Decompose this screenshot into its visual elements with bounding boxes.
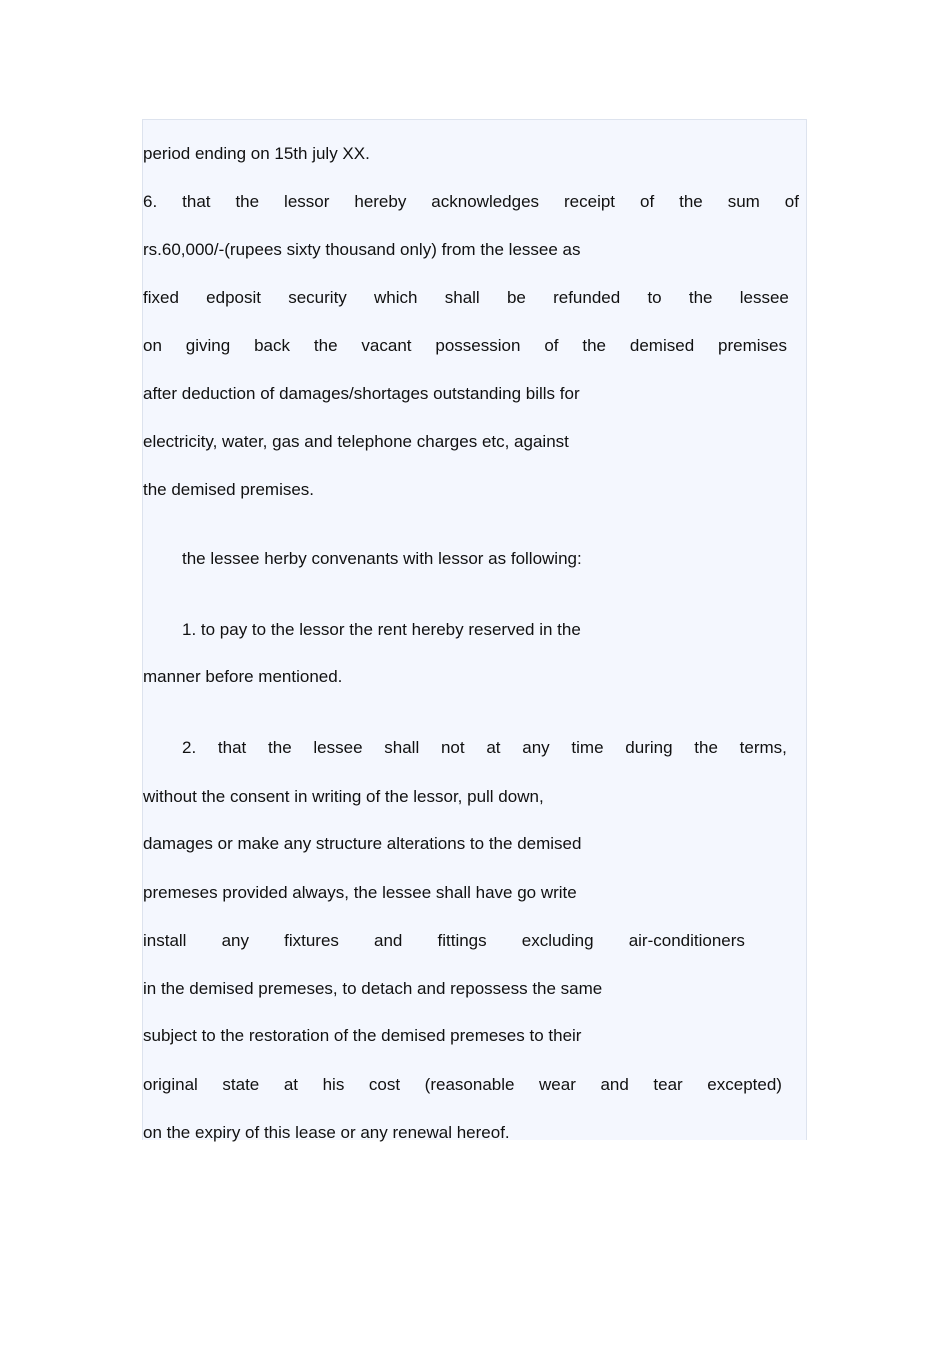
word: tear xyxy=(653,1075,683,1094)
text-line xyxy=(143,1075,782,1095)
text-line xyxy=(182,738,787,758)
word: that xyxy=(182,192,211,211)
word: during xyxy=(625,738,673,757)
word: lessor xyxy=(284,192,330,211)
word: excluding xyxy=(521,931,594,950)
word: his xyxy=(322,1075,345,1094)
word: lessee xyxy=(739,288,789,307)
word: 6. xyxy=(143,192,158,211)
text-line xyxy=(143,931,745,951)
text-line: 1. to pay to the lessor the rent hereby reserved in the xyxy=(182,620,581,639)
text-line xyxy=(143,336,787,356)
word: (reasonable xyxy=(424,1075,515,1094)
word: of xyxy=(784,192,799,211)
word: demised xyxy=(629,336,695,355)
word: sum xyxy=(727,192,760,211)
word: receipt xyxy=(564,192,616,211)
word: on xyxy=(143,336,162,355)
text-line xyxy=(143,288,789,308)
word: security xyxy=(288,288,347,307)
text-line: period ending on 15th july XX. xyxy=(143,144,370,163)
word: any xyxy=(221,931,249,950)
word: refunded xyxy=(553,288,621,307)
word: to xyxy=(647,288,662,307)
word: the xyxy=(582,336,607,355)
word: time xyxy=(571,738,604,757)
word: air-conditioners xyxy=(628,931,745,950)
text-line: the lessee herby convenants with lessor as following: xyxy=(182,549,582,568)
word: fixtures xyxy=(284,931,339,950)
word: the xyxy=(679,192,703,211)
text-line: without the consent in writing of the lessor, pull down, xyxy=(143,787,544,806)
text-line xyxy=(143,192,799,212)
word: not xyxy=(440,738,465,757)
word: shall xyxy=(444,288,480,307)
word: at xyxy=(486,738,501,757)
word: any xyxy=(522,738,550,757)
word: install xyxy=(143,931,187,950)
word: wear xyxy=(539,1075,576,1094)
text-line: in the demised premeses, to detach and repossess the same xyxy=(143,979,603,998)
word: lessee xyxy=(313,738,363,757)
text-line: damages or make any structure alterations to the demised xyxy=(143,834,582,853)
text-line: rs.60,000/-(rupees sixty thousand only) from the lessee as xyxy=(143,240,581,259)
word: the xyxy=(313,336,338,355)
word: state xyxy=(222,1075,260,1094)
word: shall xyxy=(384,738,420,757)
word: and xyxy=(374,931,403,950)
word: acknowledges xyxy=(431,192,540,211)
word: terms, xyxy=(739,738,787,757)
text-line: premeses provided always, the lessee shall have go write xyxy=(143,883,577,902)
word: giving xyxy=(185,336,231,355)
word: the xyxy=(268,738,292,757)
word: fixed xyxy=(143,288,179,307)
word: the xyxy=(235,192,260,211)
word: the xyxy=(694,738,718,757)
word: vacant xyxy=(361,336,412,355)
word: the xyxy=(688,288,713,307)
word: at xyxy=(283,1075,299,1094)
word: be xyxy=(506,288,526,307)
word: fittings xyxy=(437,931,487,950)
word: which xyxy=(374,288,418,307)
word: 2. xyxy=(182,738,197,757)
text-line: after deduction of damages/shortages outstanding bills for xyxy=(143,384,580,403)
word: of xyxy=(544,336,559,355)
word: edposit xyxy=(206,288,261,307)
word: that xyxy=(217,738,247,757)
word: back xyxy=(254,336,291,355)
text-line: manner before mentioned. xyxy=(143,667,343,686)
word: hereby xyxy=(354,192,407,211)
word: of xyxy=(639,192,655,211)
word: premises xyxy=(718,336,787,355)
word: possession xyxy=(435,336,521,355)
text-line: the demised premises. xyxy=(143,480,315,499)
word: cost xyxy=(368,1075,401,1094)
word: original xyxy=(143,1075,198,1094)
text-line: on the expiry of this lease or any renewal hereof. xyxy=(143,1123,510,1142)
word: excepted) xyxy=(707,1075,782,1094)
text-line: electricity, water, gas and telephone charges etc, against xyxy=(143,432,569,451)
text-line: subject to the restoration of the demised premeses to their xyxy=(143,1026,582,1045)
word: and xyxy=(600,1075,629,1094)
